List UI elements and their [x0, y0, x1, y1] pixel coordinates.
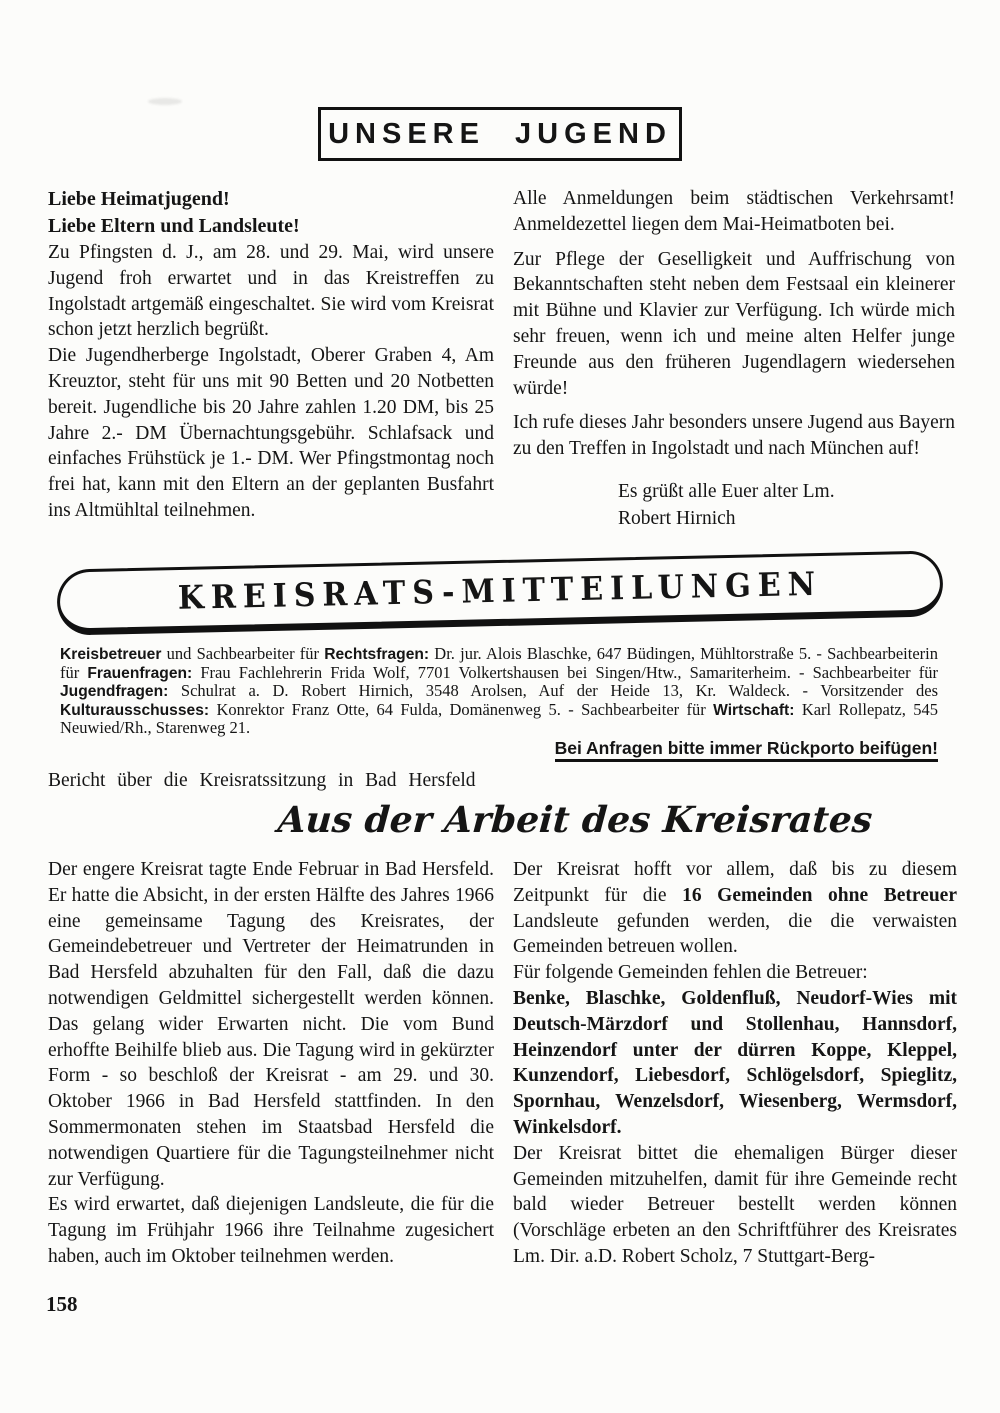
contact-info-block: [60, 645, 938, 758]
banner-title: KREISRATS-MITTEILUNGEN: [177, 565, 823, 617]
kreisrats-mitteilungen-banner: [56, 550, 943, 635]
article-left-paragraph-2: Es wird erwartet, daß diejenigen Landsleute, die für die Tagung im Frühjahr 1966 ihre Teilnahme zugesichert haben, auch im Oktober teilnehmen werden.: [48, 1194, 494, 1267]
rueckporto-row: [60, 737, 938, 758]
signature-name: Robert Hirnich: [618, 507, 736, 529]
article-right-paragraph-1: Der Kreisrat hofft vor allem, daß bis zu diesem Zeitpunkt für die 16 Gemeinden ohne Betreuer Landsleute gefunden werden, die die verwaisten Gemeinden betreuen wollen.: [513, 859, 957, 958]
salutation-line-1: Liebe Heimatjugend!: [48, 188, 230, 210]
jugend-right-column: [513, 186, 955, 532]
salutation-line-2: Liebe Eltern und Landsleute!: [48, 215, 300, 237]
contact-info-paragraph: Kreisbetreuer und Sachbearbeiter für Rechtsfragen: Dr. jur. Alois Blaschke, 647 Büdingen, Mühltorstraße 5. - Sachbearbeiterin für Frauenfragen: Frau Fachlehrerin Frida Wolf, 7701 Volkertshausen bei Singen/Htw., Samariterheim. - Sachbearbeiter für Jugendfragen: Schulrat a. D. Robert Hirnich, 3548 Arolsen, Auf der Heide 13, Kr. Waldeck. - Vorsitzender des Kulturausschusses: Konrektor Franz Otte, 64 Fulda, Domänenweg 5. - Sachbearbeiter für Wirtschaft: Karl Rollepatz, 545 Neuwied/Rh., Starenweg 21.: [60, 644, 938, 738]
section-title-unsere-jugend: UNSERE JUGEND: [328, 117, 672, 150]
jugend-left-paragraph-1: Zu Pfingsten d. J., am 28. und 29. Mai, wird unsere Jugend froh erwartet und in das Kreistreffen zu Ingolstadt artgemäß eingeschaltet. Sie wird vom Kreisrat schon jetzt herzlich begrüßt.: [48, 242, 494, 341]
page-number: 158: [46, 1292, 78, 1316]
article-right-paragraph-4: Der Kreisrat bittet die ehemaligen Bürger dieser Gemeinden mitzuhelfen, damit für ihre Gemeinde recht bald wieder Betreuer bestellt werden können (Vorschläge erbeten an den Schriftführer des Kreisrates Lm. Dir. a.D. Robert Scholz, 7 Stuttgart-Berg-: [513, 1142, 957, 1267]
article-headline-script: Aus der Arbeit des Kreisrates: [276, 799, 874, 841]
bericht-line: Bericht über die Kreisratssitzung in Bad Hersfeld: [48, 770, 476, 791]
rueckporto-notice: Bei Anfragen bitte immer Rückporto beifügen!: [555, 738, 938, 762]
jugend-left-column: [48, 186, 494, 524]
article-right-paragraph-3-gemeinden-list: Benke, Blaschke, Goldenfluß, Neudorf-Wies mit Deutsch-Märzdorf und Stollenhau, Hannsdorf, Heinzendorf unter der dürren Koppe, Kleppel, Kunzendorf, Liebesdorf, Schlögelsdorf, Spieglitz, Spornhau, Wenzelsdorf, Wiesenberg, Wermsdorf, Winkelsdorf.: [513, 987, 957, 1138]
jugend-right-paragraph-3: Ich rufe dieses Jahr besonders unsere Jugend aus Bayern zu den Treffen in Ingolstadt und nach München auf!: [513, 412, 955, 460]
jugend-right-paragraph-1: Alle Anmeldungen beim städtischen Verkehrsamt! Anmeldezettel liegen dem Mai-Heimatboten bei.: [513, 188, 955, 235]
jugend-right-paragraph-2: Zur Pflege der Geselligkeit und Auffrischung von Bekanntschaften steht neben dem Festsaal ein kleinerer mit Bühne und Klavier zur Verfügung. Ich würde mich sehr freuen, wenn ich und meine alten Helfer junge Freunde aus den früheren Jugendlagern wiedersehen würde!: [513, 248, 955, 399]
article-left-column: [48, 857, 494, 1270]
signature-block: [513, 478, 955, 532]
jugend-left-paragraph-2: Die Jugendherberge Ingolstadt, Oberer Graben 4, Am Kreuztor, steht für uns mit 90 Betten und 20 Notbetten bereit. Jugendliche bis 20 Jahre zahlen 1.20 DM, bis 25 Jahre 2.- DM Übernachtungsgebühr. Schlafsack und einfaches Frühstück je 1.- DM. Wer Pfingstmontag noch frei hat, kann mit den Eltern an der geplanten Busfahrt ins Altmühltal teilnehmen.: [48, 345, 494, 521]
signature-greeting: Es grüßt alle Euer alter Lm.: [618, 480, 835, 502]
section-title-box-unsere-jugend: [318, 107, 682, 161]
article-right-column: [513, 857, 957, 1270]
pencil-smudge: [148, 98, 182, 105]
article-right-paragraph-2: Für folgende Gemeinden fehlen die Betreuer:: [513, 962, 868, 984]
article-left-paragraph-1: Der engere Kreisrat tagte Ende Februar in Bad Hersfeld. Er hatte die Absicht, in der ersten Hälfte des Jahres 1966 eine gemeinsame Tagung des Kreisrates, der Gemeindebetreuer und Vertreter der Heimatrunden in Bad Hersfeld abzuhalten für den Fall, daß die dazu notwendigen Geldmittel sichergestellt werden können. Das gelang wider Erwarten nicht. Die vom Bund erhoffte Beihilfe blieb aus. Die Tagung wird in gekürzter Form - so beschloß der Kreisrat - am 29. und 30. Oktober 1966 in Bad Hersfeld stattfinden. In den Sommermonaten stehen im Staatsbad Hersfeld die notwendigen Quartiere für die Tagungsteilnehmer nicht zur Verfügung.: [48, 859, 494, 1190]
